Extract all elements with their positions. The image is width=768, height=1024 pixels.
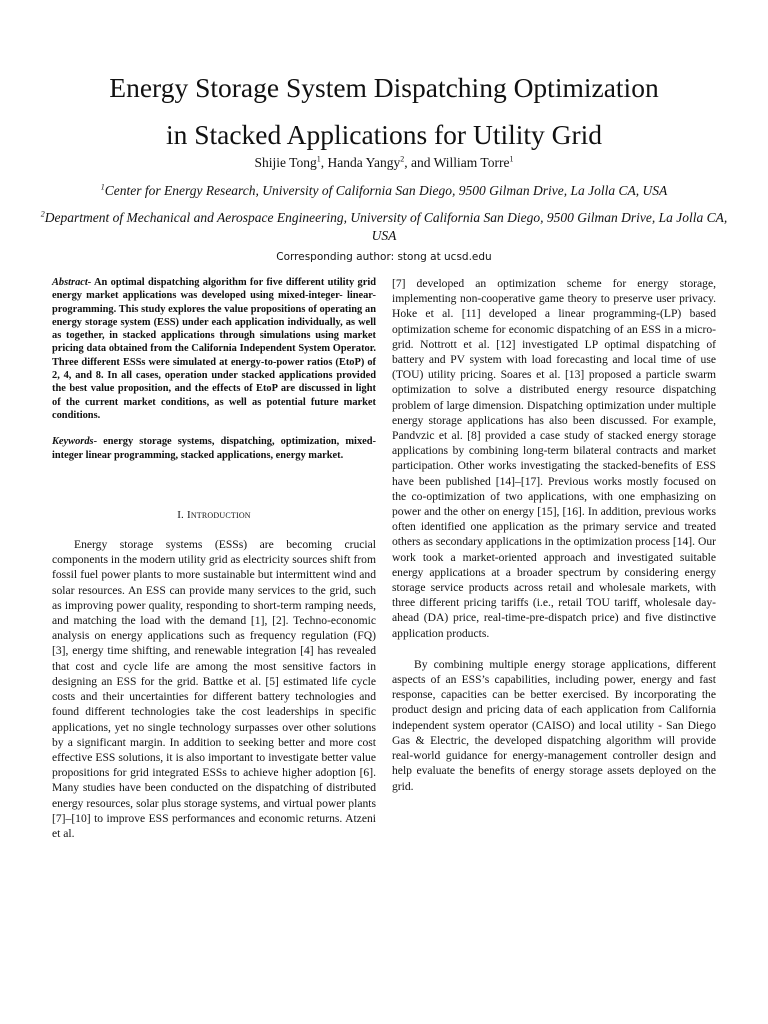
left-column — [52, 276, 376, 841]
author-list — [40, 154, 728, 172]
author-affiliation-mark: 1 — [316, 154, 321, 164]
affiliation-1-text: Center for Energy Research, University of California San Diego, 9500 Gilman Drive, La Jolla CA, USA — [104, 183, 668, 198]
affiliation-2-text: Department of Mechanical and Aerospace Engineering, University of California San Diego, 9500 Gilman Drive, La Jolla CA, USA — [44, 210, 728, 243]
right-column — [392, 276, 716, 794]
affiliation-1-mark: 1 — [100, 182, 105, 192]
keywords — [52, 435, 376, 462]
paper-title — [40, 64, 728, 158]
abstract-text: An optimal dispatching algorithm for five different utility grid energy market applications was developed using mixed-integer- linear-programming. This study explores the value propositions of operating an energy storage system (ESS) under each application individually, as well as together, in stacked applications through simulations using market pricing data obtained from the California Independent System Operator. Three different ESSs were simulated at energy-to-power ratios (EtoP) of 2, 4, and 8. In all cases, operation under stacked applications provided the best value proposition, and the effects of EtoP are discussed in light of the current market conditions, as well as potential future market conditions. — [52, 277, 376, 421]
affiliation-2 — [40, 209, 728, 245]
author-separator: , — [320, 155, 328, 170]
author-name: Handa Yangy — [327, 155, 401, 170]
author-affiliation-mark: 1 — [509, 154, 514, 164]
title-line-1: Energy Storage System Dispatching Optimization — [109, 72, 659, 103]
affiliation-2-mark: 2 — [40, 209, 45, 219]
corresponding-author: Corresponding author: stong at ucsd.edu — [276, 251, 492, 263]
abstract — [52, 276, 376, 422]
abstract-label: Abstract- — [52, 277, 92, 288]
intro-paragraph-2: By combining multiple energy storage applications, different aspects of an ESS’s capabilities, including power, energy and fast response, capacities can be better exercised. By incorporating the product design and pricing data of each application from California independent system operator (CAISO) and local utility - San Diego Gas & Electric, the developed dispatching algorithm will provide real-world guidance for energy-management controller design and help evaluate the benefits of energy storage assets deployed on the grid. — [392, 657, 716, 793]
author-name: Shijie Tong — [254, 155, 317, 170]
keywords-text: energy storage systems, dispatching, optimization, mixed-integer linear programming, stacked applications, energy market. — [52, 436, 376, 461]
author-separator: , and — [404, 155, 434, 170]
keywords-label: Keywords- — [52, 436, 98, 448]
title-line-2: in Stacked Applications for Utility Grid — [165, 119, 603, 150]
author-affiliation-mark: 2 — [400, 154, 405, 164]
author-name: William Torre — [433, 155, 510, 170]
intro-paragraph-1-continued: [7] developed an optimization scheme for energy storage, implementing non-cooperative game theory to preserve user privacy. Hoke et al. [11] developed a linear programming-(LP) based optimization scheme for economic dispatching of an ESS in a micro-grid. Nottrott et al. [12] investigated LP optimal dispatching of battery and PV system with load forecasting and local time of use (TOU) utility pricing. Soares et al. [13] proposed a particle swarm optimization to solve a distributed energy resource dispatching problem of large dimension. Dispatching optimization under multiple energy storage applications has also been discussed. For example, Pandvzic et al. [8] provided a case study of stacked energy storage applications by combining long-term bilateral contracts and market participation. Other works investigating the stacked-benefits of ESS have been published [14]–[17]. Previous works mostly focused on the co-optimization of two applications, with one emphasizing on power and the other on energy [15], [16]. In addition, previous works often identified one application as the primary service and treated others as secondary applications in the optimization process [14]. Our work took a market-oriented approach and investigated suitable energy applications at a broader spectrum by considering energy storage service products across retail and wholesale markets, with three different pricing tariffs (i.e., retail TOU tariff, wholesale day-ahead (DA) price, real-time-pre-dispatch price) and five distinctive application products. — [392, 277, 716, 640]
section-heading-introduction — [52, 508, 376, 523]
intro-paragraph-1: Energy storage systems (ESSs) are becoming crucial components in the modern utility grid as electricity sources shift from fossil fuel power plants to more sustainable but intermittent wind and solar resources. An ESS can provide many services to the grid, such as improving power quality, responding to short-term ramping needs, and matching the load with the demand [1], [2]. Techno-economic analysis on energy applications such as frequency regulation (FQ) [3], energy time shifting, and renewable integration [4] has revealed that cost and cycle life are among the most sensitive factors in designing an ESS for the grid. Battke et al. [5] estimated life cycle costs and their uncertainties for different battery technologies and found different technologies take the cost leaderships in specific applications, yet no single technology surpasses over other solutions by a significant margin. In addition to seeking better and more cost effective ESS solutions, it is also important to investigate better value propositions for grid integrated ESSs to achieve higher adoption [6]. Many studies have been conducted on the dispatching of distributed energy resources, solar plus storage systems, and virtual power plants [7]–[10] to improve ESS performances and economic returns. Atzeni et al. — [52, 538, 376, 840]
section-title: Introduction — [186, 508, 251, 521]
affiliation-1 — [40, 182, 728, 200]
section-number: I. — [177, 508, 187, 521]
